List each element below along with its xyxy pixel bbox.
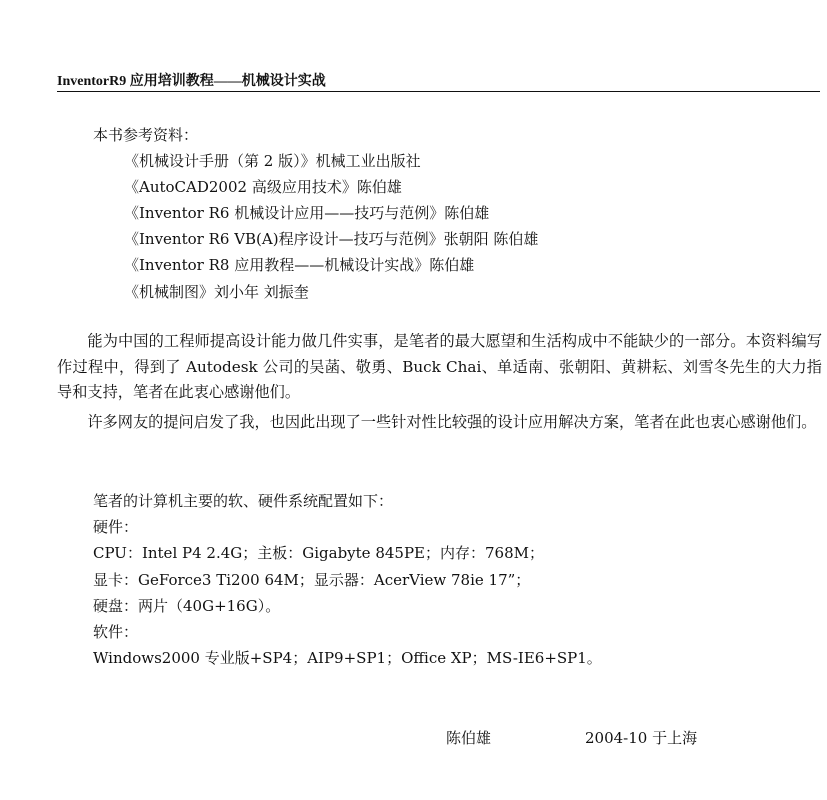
reference-item: 《Inventor R8 应用教程——机械设计实战》陈伯雄 xyxy=(124,256,475,274)
references-heading: 本书参考资料： xyxy=(93,126,199,144)
hardware-line: 显卡：GeForce3 Ti200 64M；显示器：AcerView 78ie 17”； xyxy=(93,571,531,589)
hardware-line: CPU：Intel P4 2.4G；主板：Gigabyte 845PE；内存：768M； xyxy=(93,544,544,562)
hardware-line: 硬盘：两片（40G+16G）。 xyxy=(93,597,281,615)
signature-date-place: 2004-10 于上海 xyxy=(585,729,698,747)
reference-item: 《机械设计手册（第 2 版）》机械工业出版社 xyxy=(124,152,421,170)
signature-author: 陈伯雄 xyxy=(446,729,492,747)
software-line: Windows2000 专业版+SP4；AIP9+SP1；Office XP；MS-IE6+SP1。 xyxy=(93,649,602,667)
software-label: 软件： xyxy=(93,623,139,641)
reference-item: 《Inventor R6 VB(A)程序设计—技巧与范例》张朝阳 陈伯雄 xyxy=(124,230,539,248)
thanks-paragraph: 许多网友的提问启发了我，也因此出现了一些针对性比较强的设计应用解决方案，笔者在此也衷心感谢他们。 xyxy=(87,413,817,431)
document-header-title: InventorR9 应用培训教程——机械设计实战 xyxy=(57,74,326,89)
config-heading: 笔者的计算机主要的软、硬件系统配置如下： xyxy=(93,492,394,510)
acknowledgement-paragraph: 能为中国的工程师提高设计能力做几件实事，是笔者的最大愿望和生活构成中不能缺少的一部分。本资料编写作过程中，得到了 Autodesk 公司的吴菡、敬勇、Buck Chai、单适南、张朝阳、黄耕耘、刘雪冬先生的大力指导和支持，笔者在此衷心感谢他们。 xyxy=(57,332,822,401)
reference-item: 《机械制图》刘小年 刘振奎 xyxy=(124,283,309,301)
header-rule xyxy=(57,91,820,92)
reference-item: 《Inventor R6 机械设计应用——技巧与范例》陈伯雄 xyxy=(124,204,490,222)
hardware-label: 硬件： xyxy=(93,518,139,536)
reference-item: 《AutoCAD2002 高级应用技术》陈伯雄 xyxy=(124,178,402,196)
